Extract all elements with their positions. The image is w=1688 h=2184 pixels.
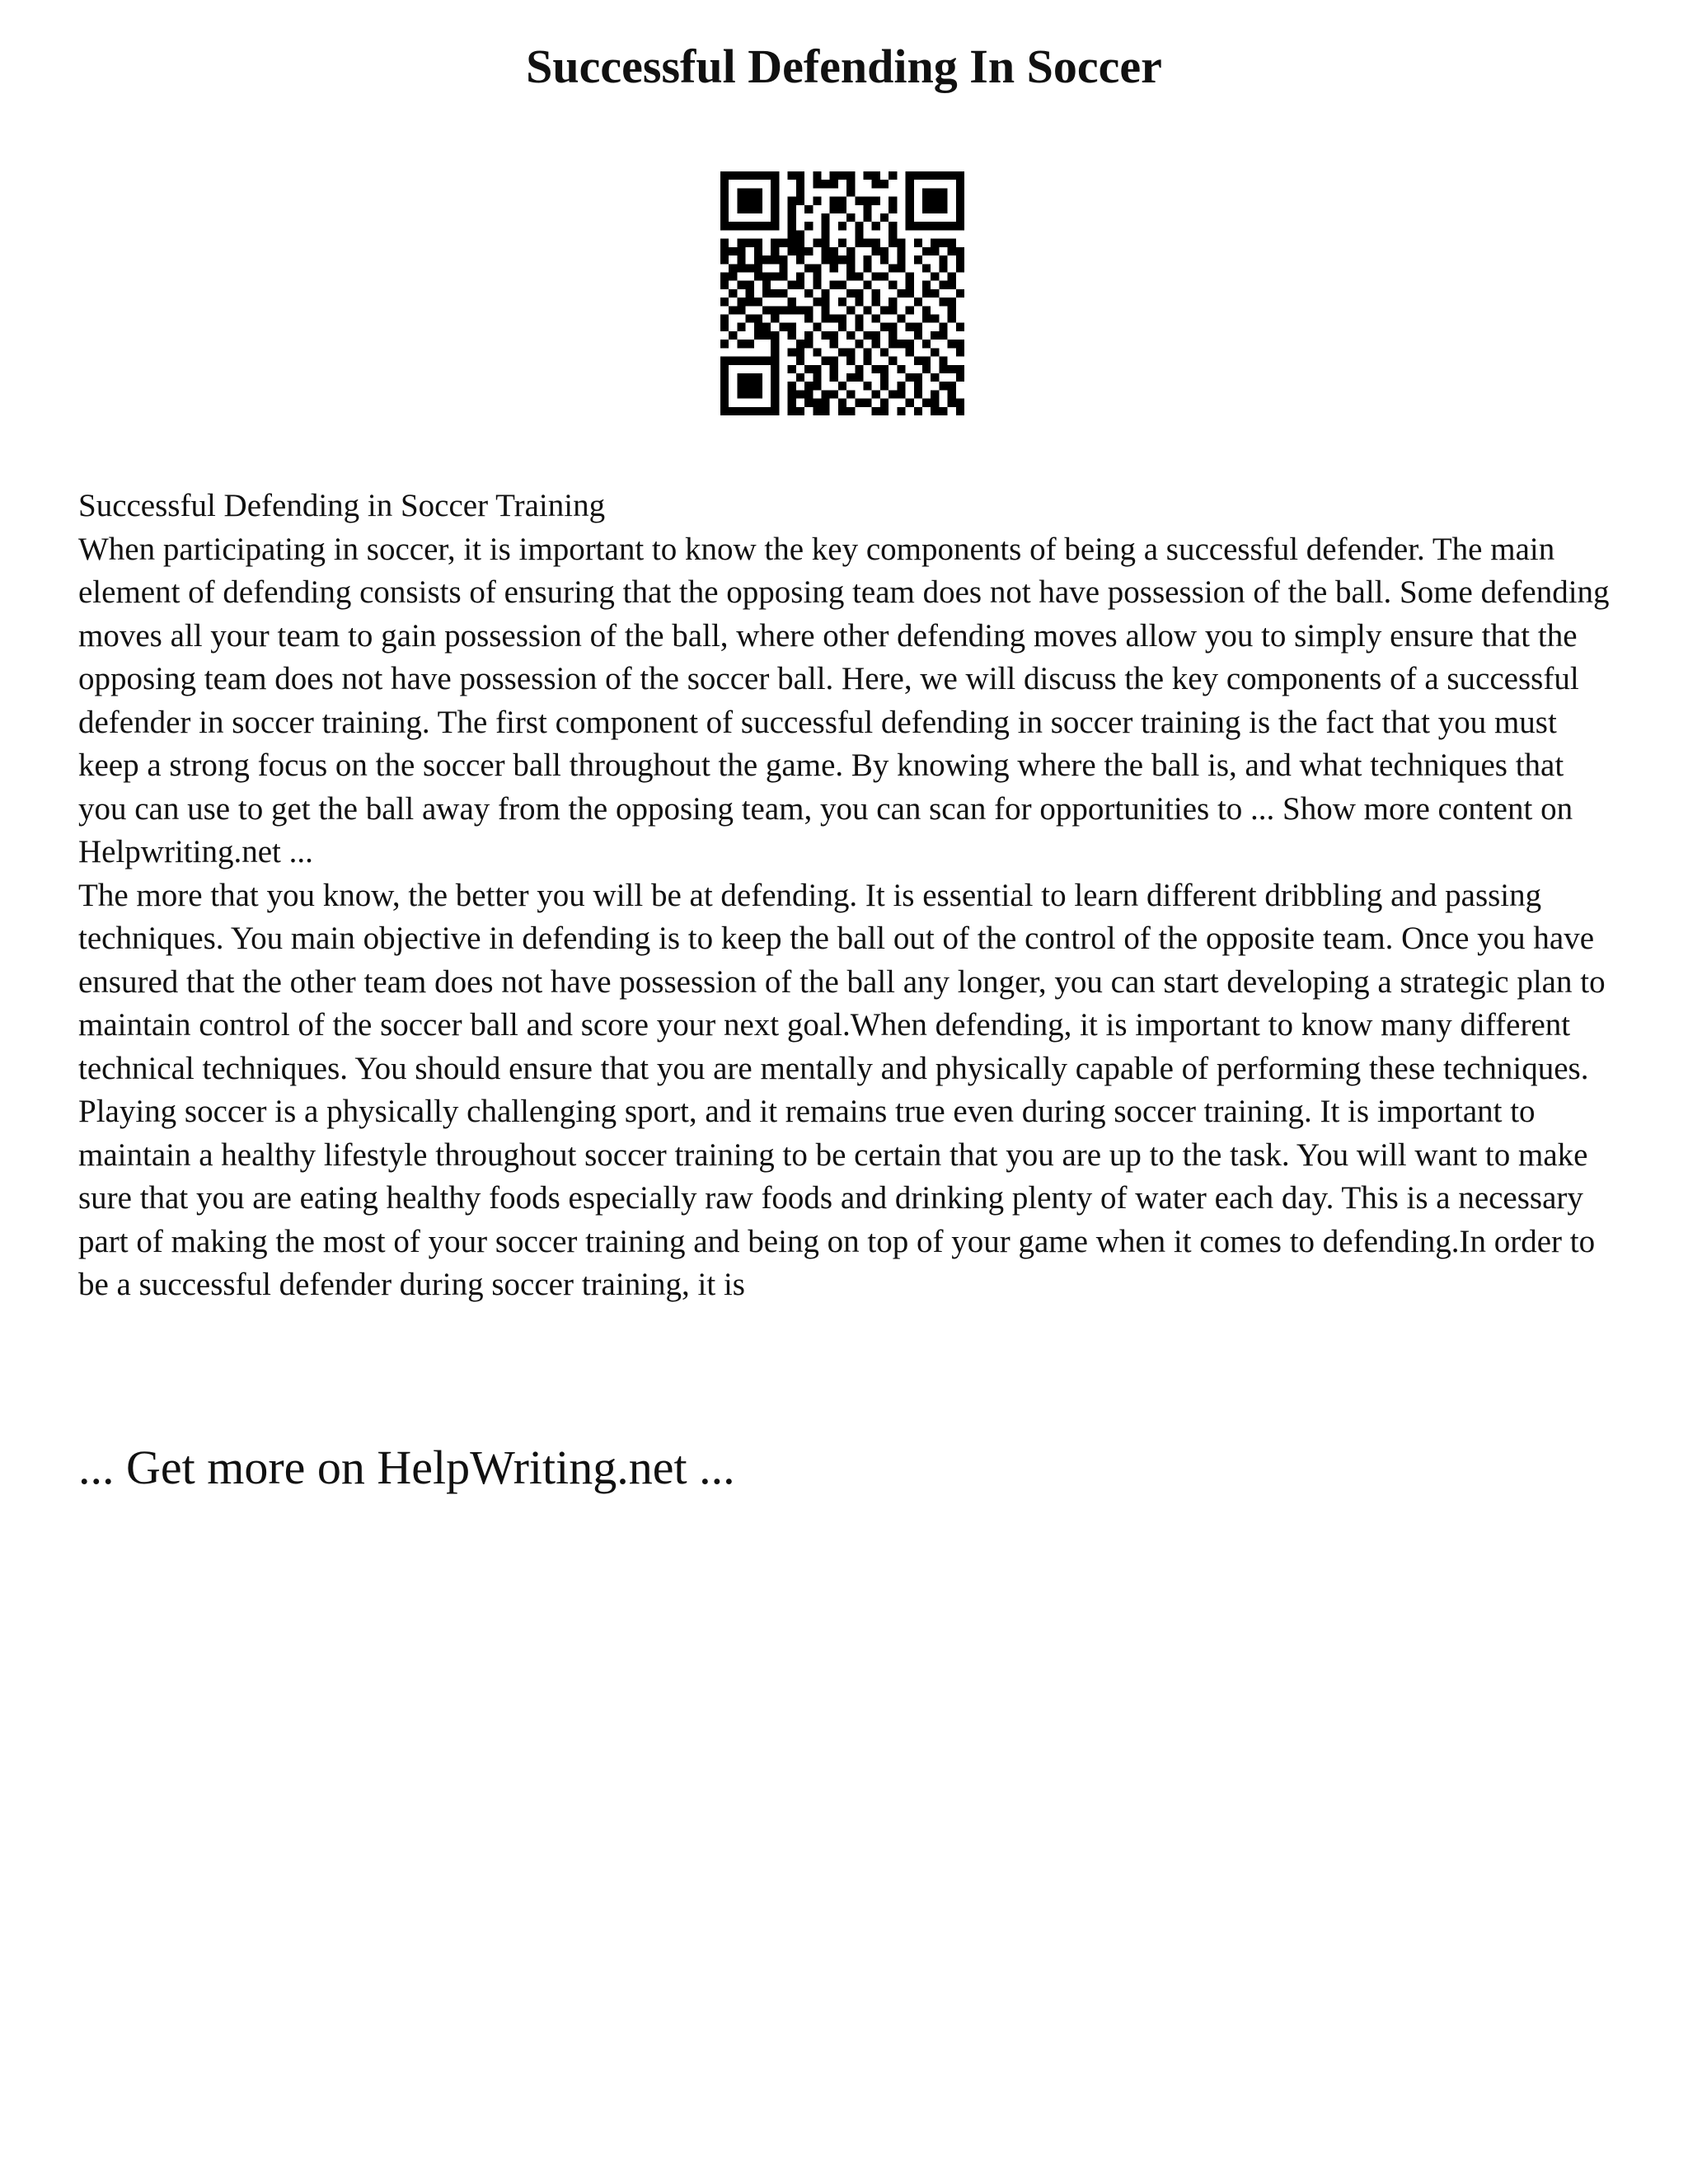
article-paragraph-2: The more that you know, the better you will be at defending. It is essential to learn different dribbling and passing techniques. You main objective in defending is to keep the ball out of the control of the opposite team. Once you have ensured that the other team does not have possession of the ball any longer, you can start developing a strategic plan to maintain control of the soccer ball and score your next goal.When defending, it is important to know many different technical techniques. You should ensure that you are mentally and physically capable of performing these techniques. Playing soccer is a physically challenging sport, and it remains true even during soccer training. It is important to maintain a healthy lifestyle throughout soccer training to be certain that you are up to the task. You will want to make sure that you are eating healthy foods especially raw foods and drinking plenty of water each day. This is a necessary part of making the most of your soccer training and being on top of your game when it comes to defending.In order to be a successful defender during soccer training, it is: [78, 877, 1606, 1302]
page-title: Successful Defending In Soccer: [526, 40, 1162, 93]
article-subtitle: Successful Defending in Soccer Training: [78, 488, 606, 523]
article-body: [78, 485, 1620, 1307]
qr-code-graphic: [720, 171, 964, 415]
qr-code-icon[interactable]: [720, 171, 964, 415]
article-paragraph-1: When participating in soccer, it is important to know the key components of being a successful defender. The main element of defending consists of ensuring that the opposing team does not have possession of the ball. Some defending moves all your team to gain possession of the ball, where other defending moves allow you to simply ensure that the opposing team does not have possession of the soccer ball. Here, we will discuss the key components of a successful defender in soccer training. The first component of successful defending in soccer training is the fact that you must keep a strong focus on the soccer ball throughout the game. By knowing where the ball is, and what techniques that you can use to get the ball away from the opposing team, you can scan for opportunities to ... Show more content on Helpwriting.net ...: [78, 531, 1610, 869]
get-more-link[interactable]: ... Get more on HelpWriting.net ...: [78, 1441, 735, 1494]
